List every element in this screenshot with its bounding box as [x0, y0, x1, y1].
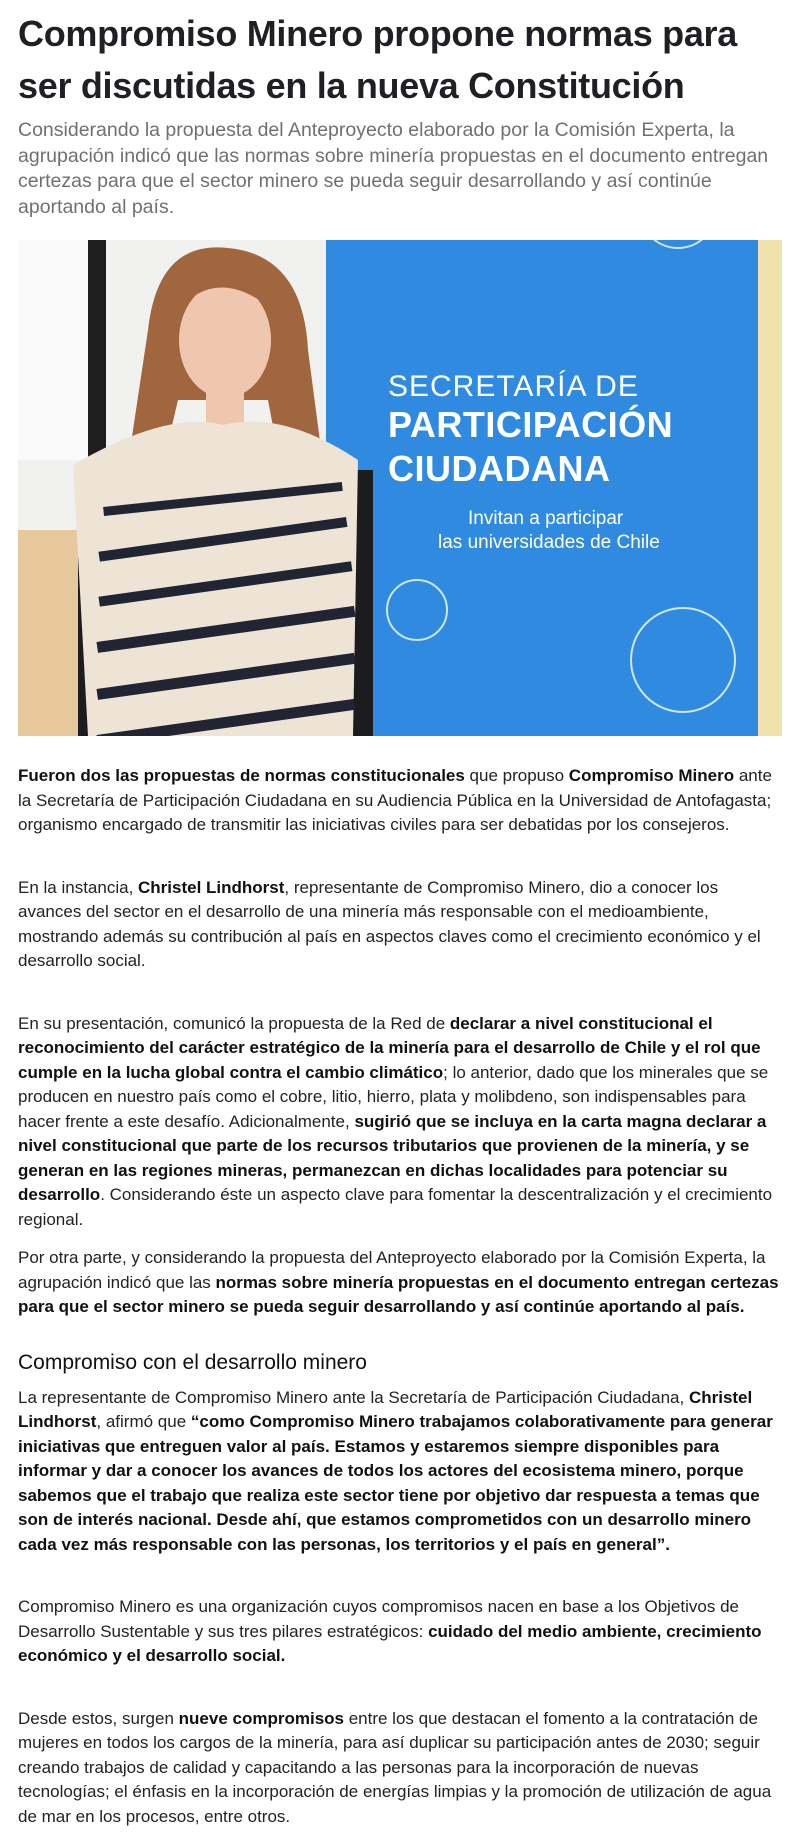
text: En su presentación, comunicó la propuesta de la Red de — [18, 1013, 450, 1033]
paragraphs-section-2 — [18, 1386, 782, 1830]
banner-sub-2: las universidades de Chile — [438, 532, 660, 553]
text: ; lo anterior, dado que los minerales que se producen en nuestro país como el cobre, litio, hierro, plata y molibdeno, son indispensables para hacer frente a este desafío. Adicionalmente, — [18, 1062, 769, 1131]
paragraph — [18, 1246, 782, 1320]
article-lead: Considerando la propuesta del Anteproyecto elaborado por la Comisión Experta, la agrupación indicó que las normas sobre minería propuestas en el documento entregan certezas para que el sector minero se pueda seguir desarrollando y así continúe aportando al país. — [18, 119, 769, 218]
bold-text: “como Compromiso Minero trabajamos colaborativamente para generar iniciativas que entreguen valor al país. Estamos y estaremos siempre disponibles para informar y dar a conocer los avances de todos los actores del ecosistema minero, porque sabemos que el trabajo que realiza este sector tiene por objetivo dar respuesta a temas que son de interés nacional. Desde ahí, que estamos comprometidos con un desarrollo minero cada vez más responsable con las personas, los territorios y el país en general”. — [18, 1412, 773, 1554]
banner-sub-1: Invitan a participar — [468, 508, 624, 529]
bold-text: sugirió que se incluya en la carta magna declarar a nivel constitucional que parte de los recursos tributarios que provienen de la minería, y se generan en las regiones mineras, permanezcan en dichas localidades para potenciar su desarrollo — [18, 1111, 767, 1204]
bold-text: cuidado del medio ambiente, crecimiento económico y el desarrollo social. — [18, 1621, 762, 1665]
text: , afirmó que — [96, 1412, 191, 1431]
text: Por otra parte, y considerando la propuesta del Anteproyecto elaborado por la Comisión Experta, la agrupación indicó que las — [18, 1248, 766, 1292]
paragraph — [18, 1595, 782, 1669]
text: entre los que destacan el fomento a la contratación de mujeres en todos los cargos de la minería, para así duplicar su participación antes de 2030; seguir creando trabajos de calidad y capacitando a las personas para la incorporación de nuevas tecnologías; el énfasis en la incorporación de energías limpias y la promoción de utilización de agua de mar en los procesos, entre otros. — [18, 1708, 772, 1826]
bold-text: Compromiso Minero — [568, 766, 735, 785]
text: , representante de Compromiso Minero, dio a conocer los avances del sector en el desarrollo de una minería más responsable con el medioambiente, mostrando además su contribución al país en aspectos claves como el crecimiento económico y el desarrollo social. — [18, 877, 761, 970]
text: . Considerando éste un aspecto clave para fomentar la descentralización y el crecimiento regional. — [18, 1185, 773, 1229]
banner-line-3: CIUDADANA — [388, 448, 611, 489]
text: ante la Secretaría de Participación Ciudadana en su Audiencia Pública en la Universidad de Antofagasta; organismo encargado de transmitir las iniciativas civiles para ser debatidas por los consejeros. — [18, 766, 772, 834]
section-heading: Compromiso con el desarrollo minero — [18, 1350, 367, 1374]
paragraphs-section-1 — [18, 764, 782, 1320]
bold-text: Christel Lindhorst — [138, 877, 285, 897]
text: La representante de Compromiso Minero ante la Secretaría de Participación Ciudadana, — [18, 1387, 689, 1407]
article-photo — [18, 240, 782, 736]
bold-text: Christel Lindhorst — [18, 1387, 753, 1431]
bold-text: Fueron dos las propuestas de normas constitucionales — [18, 766, 465, 785]
article-title: Compromiso Minero propone normas para ser discutidas en la nueva Constitución — [18, 13, 737, 106]
paragraph — [18, 1012, 782, 1233]
article-body — [18, 764, 782, 1829]
paragraph — [18, 876, 782, 974]
paragraph — [18, 1707, 782, 1830]
paragraph — [18, 1386, 782, 1558]
banner-line-1: SECRETARÍA DE — [388, 370, 639, 403]
text: Desde estos, surgen — [18, 1708, 179, 1728]
text: que propuso — [464, 766, 569, 785]
paragraph — [18, 764, 782, 838]
text: En la instancia, — [18, 877, 139, 897]
banner-line-2: PARTICIPACIÓN — [388, 404, 674, 445]
bold-text: declarar a nivel constitucional el reconocimiento del carácter estratégico de la minería para el desarrollo de Chile y el rol que cumple en la lucha global contra el cambio climático — [18, 1013, 761, 1082]
bold-text: nueve compromisos — [178, 1708, 344, 1728]
text: Compromiso Minero es una organización cuyos compromisos nacen en base a los Objetivos de Desarrollo Sustentable y sus tres pilares estratégicos: — [18, 1597, 739, 1641]
bold-text: normas sobre minería propuestas en el documento entregan certezas para que el sector minero se pueda seguir desarrollando y así continúe aportando al país. — [18, 1272, 779, 1316]
